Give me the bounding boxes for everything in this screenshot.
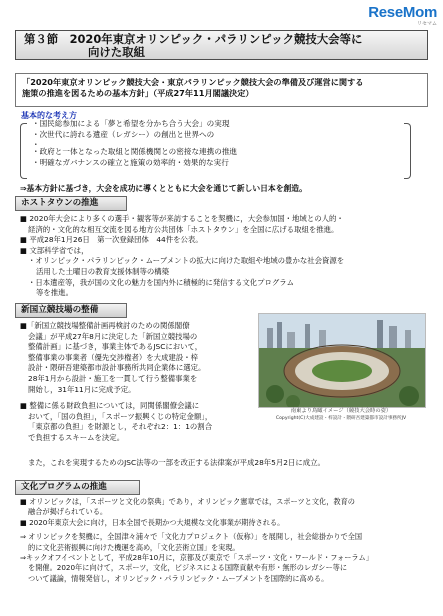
culture-line: 的に文化芸術振興に向けた機運を高め，「文化芸術立国」を実現。 — [28, 542, 240, 552]
hosttown-line: ■ 平成28年1月26日 第一次登録団体 44件を公表。 — [20, 235, 203, 245]
basic-concept-list — [32, 119, 422, 168]
section-title-line2: 向けた取組 — [88, 45, 145, 59]
policy-line2: 施策の推進を図るための基本方針」（平成27年11月閣議決定） — [22, 88, 254, 98]
caption-copyright: Copyright(C)大成建設・梓設計・隈研吾建築都市設計事務所JV — [275, 416, 407, 421]
hosttown-line: 活用した土曜日の教育支援体制等の構築 — [36, 266, 170, 276]
stadium-line: で負担するスキームを決定。 — [28, 432, 125, 442]
hosttown-line: 経済的・文化的な相互交流を図る地方公共団体「ホストタウン」を全国に広げる取組を推進。 — [28, 224, 339, 234]
list-item: ・ 次世代に誇れる遺産（レガシー）の創出と世界への — [32, 130, 422, 141]
culture-line: ■ 2020年東京大会に向け，日本全国で長期かつ大規模な文化事業が期待される。 — [20, 517, 285, 527]
stadium-line: ■「新国立競技場整備計画再検討のための関係閣僚 — [20, 321, 190, 330]
basic-policy-box — [15, 73, 428, 107]
logo-sub-text: リセマム — [417, 21, 437, 27]
left-bracket — [20, 123, 27, 179]
stadium-line: 開始し，31年11月に完成予定。 — [28, 384, 136, 394]
stadium-line: 「東京都の負担」を財源とし，それぞれ2：1：1の割合 — [28, 422, 213, 432]
culture-line: を開催。2020年に向けて，スポーツ，文化，ビジネスによる国際貢献や有形・無形のレガシー等に — [28, 563, 348, 573]
culture-line: ついて議論，情報発信し，オリンピック・パラリンピック・ムーブメントを国際的に高める。 — [28, 573, 329, 583]
stadium-image-caption — [258, 408, 424, 422]
culture-line: ⇒ オリンピックを契機に，全国津々浦々で「文化力プロジェクト（仮称）」を展開し，社会総掛かりで全国 — [20, 532, 363, 542]
stadium-line: 会議」が平成27年8月に決定した「新国立競技場の — [28, 331, 198, 341]
hosttown-line: ■ 文部科学省では， — [20, 245, 89, 255]
policy-line1: 「2020年東京オリンピック競技大会・東京パラリンピック競技大会の準備及び運営に関する — [22, 77, 364, 87]
list-item: ・ 政府と一体となった取組と関係機関との密接な連携の推進 — [32, 147, 422, 158]
hosttown-line: 等を推進。 — [36, 288, 73, 298]
culture-line: ■ オリンピックは，「スポーツと文化の祭典」であり，オリンピック憲章では，スポーツと文化，教育の — [20, 497, 355, 506]
stadium-illustration — [259, 314, 425, 407]
list-item: ・ 明確なガバナンスの確立と施策の効率的・効果的な実行 — [32, 158, 422, 169]
hosttown-heading: ホストタウンの推進 — [15, 196, 127, 211]
hosttown-line: ・オリンピック・パラリンピック・ムーブメントの拡大に向けた取組や地域の豊かな社会資源を — [28, 256, 345, 266]
list-item: ・ 国民総参加による「夢と希望を分かち合う大会」の実現 — [32, 119, 422, 130]
section-title-line1: 第３節 2020年東京オリンピック・パラリンピック競技大会等に — [24, 32, 363, 46]
stadium-heading: 新国立競技場の整備 — [15, 303, 127, 318]
culture-heading: 文化プログラムの推進 — [15, 480, 140, 495]
culture-line: 融合が掲げられている。 — [28, 507, 108, 517]
stadium-body — [20, 321, 258, 444]
stadium-line: 設計・隈研吾建築都市設計事務所共同企業体に選定。 — [28, 363, 206, 373]
stadium-line: ■ 整備に係る財政負担については，同関係閣僚会議に — [20, 401, 200, 411]
section-title — [16, 31, 427, 61]
culture-line: ⇒キックオフイベントとして，平成28年10月に，京都及び東京で「スポーツ・文化・ワールド・フォーラム」 — [20, 553, 373, 563]
basic-concept-title: 基本的な考え方 — [21, 111, 77, 120]
resemom-logo — [359, 4, 437, 27]
hosttown-body — [20, 214, 425, 299]
stadium-line: 28年1月から設計・施工を一貫して行う整備事業を — [28, 373, 198, 383]
stadium-rendering-image — [258, 313, 426, 408]
policy-conclusion: ⇒基本方針に基づき，大会を成功に導くとともに大会を通じて新しい日本を創造。 — [20, 184, 307, 193]
culture-body — [20, 497, 428, 584]
hosttown-line: ・日本遺産等，我が国の文化の魅力を国内外に積極的に発信する文化プログラム — [28, 277, 294, 287]
stadium-law-note: また，これを実現するためのJSC法等の一部を改正する法律案が平成28年5月2日に成立。 — [28, 458, 325, 467]
stadium-line: 整備事業の事業者（優先交渉権者）を大成建設・梓 — [28, 352, 198, 362]
stadium-line: 整備計画」に基づき，事業主体であるJSCにおいて， — [28, 342, 203, 352]
section-header — [15, 30, 428, 60]
caption-main: 南東より鳥瞰イメージ（競技大会時の姿） — [290, 408, 392, 414]
hosttown-line: ■ 2020年大会により多くの選手・観客等が来訪することを契機に，大会参加国・地域との人的・ — [20, 214, 344, 223]
stadium-line: おいて，「国の負担」，「スポーツ振興くじの特定金額」， — [28, 411, 213, 421]
logo-main-text: ReseMom — [368, 4, 437, 21]
